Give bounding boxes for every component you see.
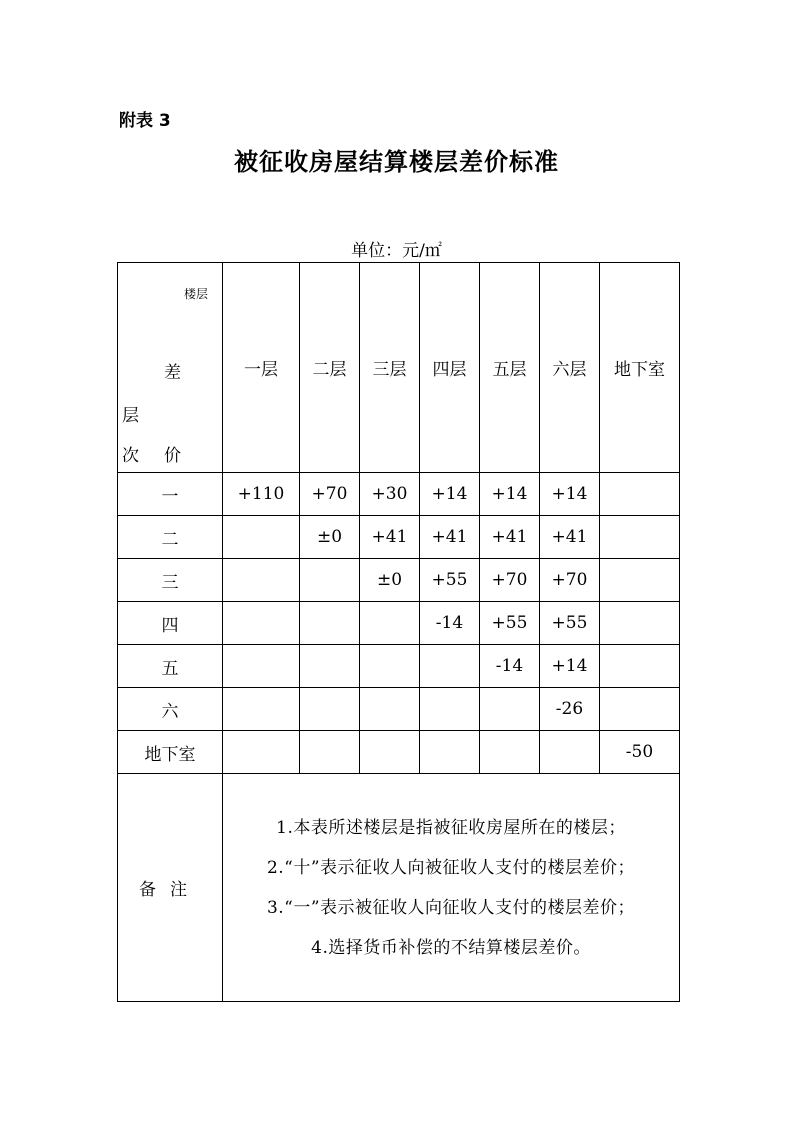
floor-price-table bbox=[117, 262, 680, 1002]
header-row bbox=[118, 263, 680, 473]
corner-order-label: 次 bbox=[122, 446, 139, 466]
row-label: 一 bbox=[118, 473, 223, 516]
table-cell: -26 bbox=[540, 688, 600, 731]
remark-note: 1.本表所述楼层是指被征收房屋所在的楼层； bbox=[276, 817, 626, 838]
corner-diff-label: 差 bbox=[164, 363, 181, 383]
table-row bbox=[118, 559, 680, 602]
table-cell: +30 bbox=[360, 473, 420, 516]
remarks-cell bbox=[223, 774, 680, 1002]
table-cell: +55 bbox=[480, 602, 540, 645]
row-label: 地下室 bbox=[118, 731, 223, 774]
row-label: 六 bbox=[118, 688, 223, 731]
table-cell bbox=[360, 602, 420, 645]
table-cell bbox=[300, 602, 360, 645]
corner-price-label: 价 bbox=[164, 446, 181, 466]
table-cell bbox=[223, 516, 300, 559]
column-header: 六层 bbox=[540, 263, 600, 473]
table-cell: +55 bbox=[420, 559, 480, 602]
table-cell: -50 bbox=[600, 731, 680, 774]
column-header: 地下室 bbox=[600, 263, 680, 473]
table-cell bbox=[360, 731, 420, 774]
row-label: 三 bbox=[118, 559, 223, 602]
column-header: 四层 bbox=[420, 263, 480, 473]
table-row bbox=[118, 645, 680, 688]
table-cell bbox=[420, 688, 480, 731]
table-cell bbox=[223, 559, 300, 602]
column-header: 三层 bbox=[360, 263, 420, 473]
table-cell: +70 bbox=[540, 559, 600, 602]
table-cell: +41 bbox=[480, 516, 540, 559]
table-cell: +14 bbox=[480, 473, 540, 516]
table-cell: +55 bbox=[540, 602, 600, 645]
table-cell bbox=[480, 731, 540, 774]
table-cell: -14 bbox=[420, 602, 480, 645]
table-cell bbox=[223, 602, 300, 645]
table-cell bbox=[360, 688, 420, 731]
table-cell: -14 bbox=[480, 645, 540, 688]
table-cell bbox=[600, 645, 680, 688]
table-cell bbox=[480, 688, 540, 731]
table-cell bbox=[600, 688, 680, 731]
corner-floor-label: 楼层 bbox=[184, 287, 209, 301]
table-cell bbox=[420, 731, 480, 774]
remark-note: 4.选择货币补偿的不结算楼层差价。 bbox=[311, 937, 591, 958]
row-label: 五 bbox=[118, 645, 223, 688]
table-cell bbox=[223, 645, 300, 688]
table-cell: +14 bbox=[540, 645, 600, 688]
column-header: 一层 bbox=[223, 263, 300, 473]
remark-note: 3.“一”表示被征收人向征收人支付的楼层差价； bbox=[266, 897, 636, 918]
corner-level-label: 层 bbox=[122, 406, 139, 426]
remark-note: 2.“十”表示征收人向被征收人支付的楼层差价； bbox=[266, 857, 636, 878]
table-cell: +110 bbox=[223, 473, 300, 516]
table-cell: +14 bbox=[540, 473, 600, 516]
column-header: 二层 bbox=[300, 263, 360, 473]
table-cell: ±0 bbox=[360, 559, 420, 602]
table-cell bbox=[223, 688, 300, 731]
table-cell bbox=[300, 731, 360, 774]
table-row bbox=[118, 473, 680, 516]
row-label: 四 bbox=[118, 602, 223, 645]
row-label: 二 bbox=[118, 516, 223, 559]
table-cell: +70 bbox=[300, 473, 360, 516]
table-cell: +14 bbox=[420, 473, 480, 516]
table-cell bbox=[223, 731, 300, 774]
table-cell bbox=[300, 688, 360, 731]
table-cell: +41 bbox=[420, 516, 480, 559]
table-cell: ±0 bbox=[300, 516, 360, 559]
table-row bbox=[118, 516, 680, 559]
table-row bbox=[118, 602, 680, 645]
appendix-label: 附表 3 bbox=[119, 111, 171, 131]
table-cell bbox=[360, 645, 420, 688]
table-cell bbox=[300, 559, 360, 602]
remarks-row bbox=[118, 774, 680, 1002]
page-title: 被征收房屋结算楼层差价标准 bbox=[234, 148, 559, 176]
table-cell bbox=[600, 602, 680, 645]
table-cell: +41 bbox=[360, 516, 420, 559]
table-row bbox=[118, 731, 680, 774]
table-cell bbox=[300, 645, 360, 688]
corner-header-cell bbox=[118, 263, 223, 473]
column-header: 五层 bbox=[480, 263, 540, 473]
remarks-label: 备注 bbox=[118, 774, 223, 1002]
table-cell bbox=[600, 516, 680, 559]
unit-label: 单位：元/㎡ bbox=[351, 241, 442, 261]
table-row bbox=[118, 688, 680, 731]
table-cell bbox=[420, 645, 480, 688]
table-cell bbox=[600, 473, 680, 516]
table-cell bbox=[600, 559, 680, 602]
table-cell bbox=[540, 731, 600, 774]
table-cell: +70 bbox=[480, 559, 540, 602]
table-cell: +41 bbox=[540, 516, 600, 559]
